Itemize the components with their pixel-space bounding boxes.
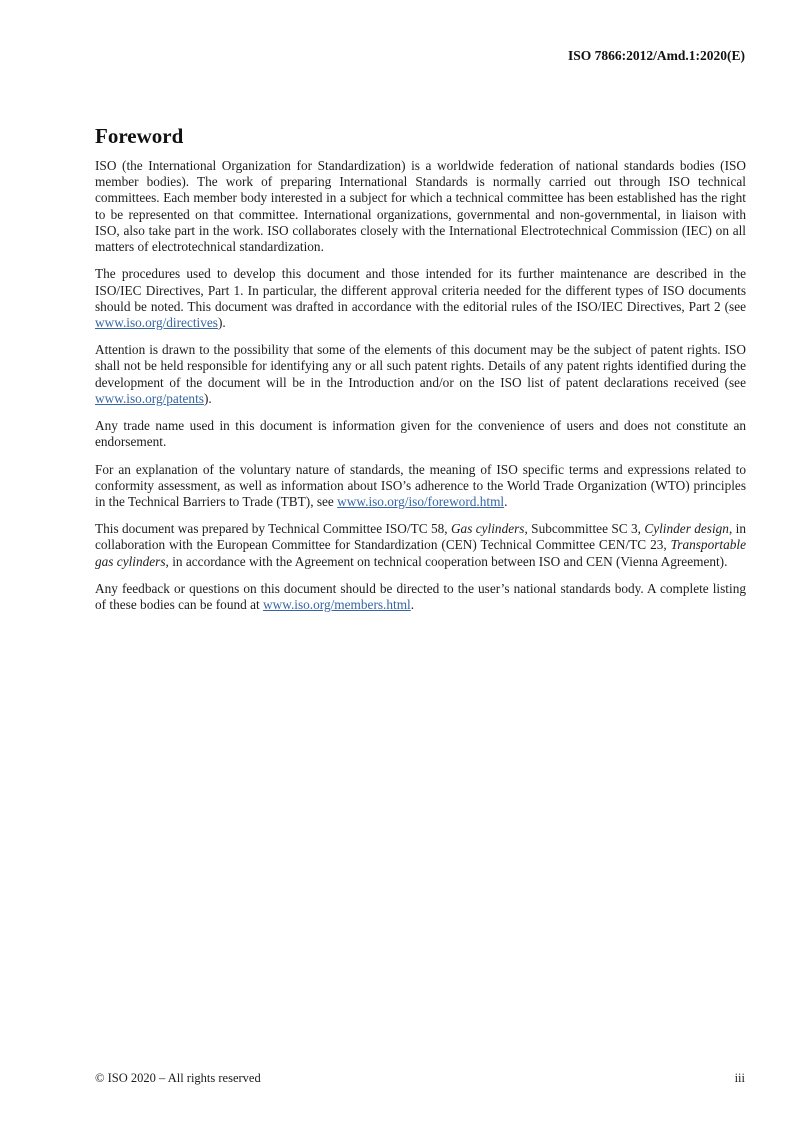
text-run: Any feedback or questions on this document should be directed to the user’s national standards body. A complete listing of these bodies can be found at bbox=[95, 580, 746, 613]
hyperlink[interactable]: www.iso.org/iso/foreword.html bbox=[337, 493, 505, 509]
text-run: Attention is drawn to the possibility that some of the elements of this document may be the subject of patent rights. ISO shall not be held responsible for identifying any or all such patent rights. Details of any patent rights identified during the development of the document will be in the Introduction and/or on the ISO list of patent declarations received (see bbox=[95, 342, 746, 390]
hyperlink[interactable]: www.iso.org/members.html bbox=[263, 597, 411, 613]
paragraph bbox=[95, 418, 746, 450]
hyperlink[interactable]: www.iso.org/directives bbox=[95, 314, 218, 330]
page-title: Foreword bbox=[95, 124, 184, 149]
text-run: The procedures used to develop this document and those intended for its further maintenance are described in the ISO/IEC Directives, Part 1. In particular, the different approval criteria needed for the different types of ISO documents should be noted. This document was drafted in accordance with the editorial rules of the ISO/IEC Directives, Part 2 (see bbox=[95, 266, 746, 314]
italic-text: Gas cylinders bbox=[450, 521, 525, 537]
text-run: , Subcommittee SC 3, bbox=[524, 521, 645, 537]
page-footer bbox=[95, 1071, 745, 1086]
paragraph bbox=[95, 158, 746, 255]
page-header-doc-ref: ISO 7866:2012/Amd.1:2020(E) bbox=[567, 48, 745, 63]
body-paragraphs bbox=[95, 158, 746, 624]
footer-copyright: © ISO 2020 – All rights reserved bbox=[95, 1071, 261, 1085]
text-run: ). bbox=[217, 314, 226, 330]
text-run: . bbox=[504, 493, 508, 509]
text-run: , in accordance with the Agreement on technical cooperation between ISO and CEN (Vienna Agreement). bbox=[165, 553, 728, 569]
italic-text: Transportable gas cylinders bbox=[95, 537, 746, 569]
text-run: ISO (the International Organization for Standardization) is a worldwide federation of national standards bodies (ISO member bodies). The work of preparing International Standards is normally carried out through ISO technical committees. Each member body interested in a subject for which a technical committee has been established has the right to be represented on that committee. International organizations, governmental and non-governmental, in liaison with ISO, also take part in the work. ISO collaborates closely with the International Electrotechnical Commission (IEC) on all matters of electrotechnical standardization. bbox=[95, 158, 746, 255]
text-run: ). bbox=[203, 390, 212, 406]
paragraph bbox=[95, 521, 746, 570]
text-run: This document was prepared by Technical Committee ISO/TC 58, bbox=[95, 521, 451, 537]
text-run: For an explanation of the voluntary nature of standards, the meaning of ISO specific terms and expressions related to conformity assessment, as well as information about ISO’s adherence to the World Trade Organization (WTO) principles in the Technical Barriers to Trade (TBT), see bbox=[95, 461, 746, 509]
text-run: . bbox=[410, 597, 415, 613]
footer-page-number: iii bbox=[734, 1071, 745, 1085]
paragraph bbox=[95, 266, 746, 331]
text-run: , in collaboration with the European Committee for Standardization (CEN) Technical Committee CEN/TC 23, bbox=[95, 521, 747, 553]
text-run: Any trade name used in this document is information given for the convenience of users and does not constitute an endorsement. bbox=[95, 418, 746, 450]
hyperlink[interactable]: www.iso.org/patents bbox=[95, 390, 204, 406]
paragraph bbox=[95, 581, 746, 613]
italic-text: Cylinder design bbox=[644, 521, 729, 537]
paragraph bbox=[95, 462, 746, 511]
paragraph bbox=[95, 342, 746, 407]
